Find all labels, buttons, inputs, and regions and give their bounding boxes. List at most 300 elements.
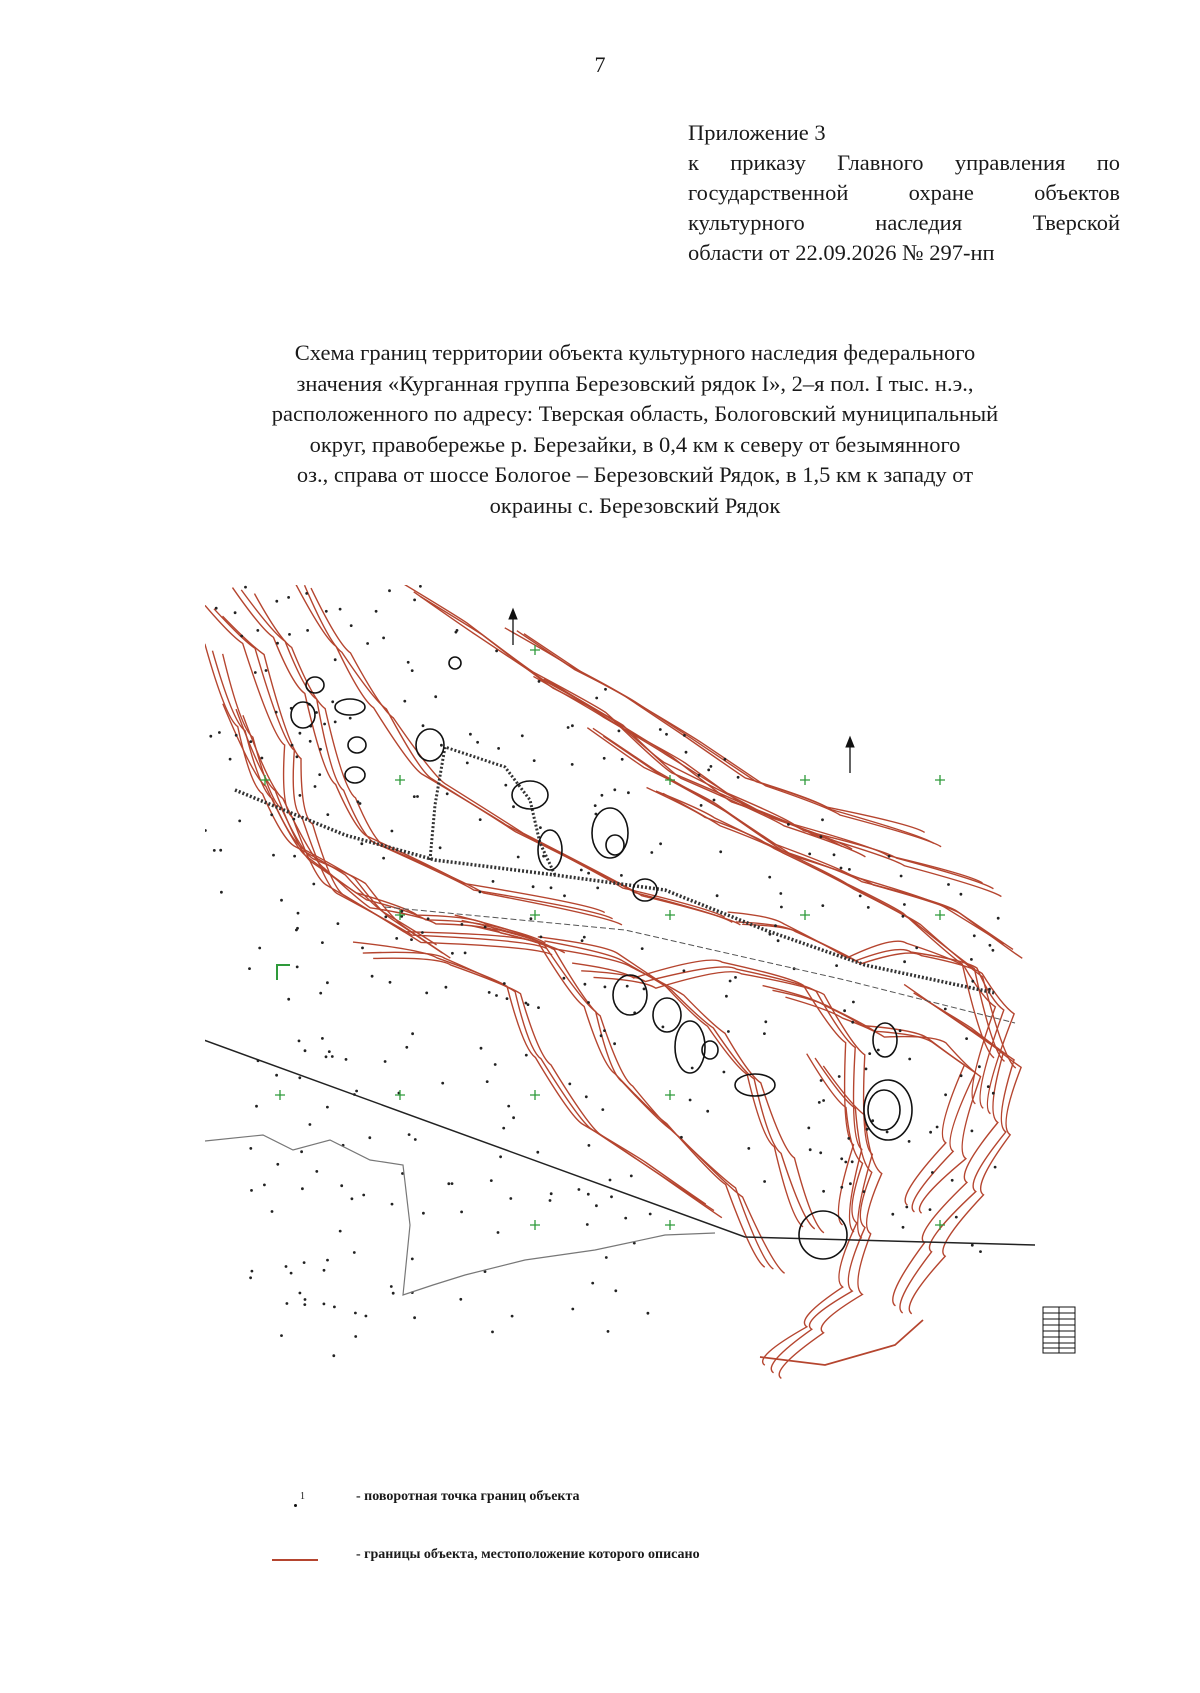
page-number: 7 bbox=[594, 52, 606, 77]
contour-line bbox=[205, 644, 437, 945]
survey-dot bbox=[725, 995, 728, 998]
survey-dot bbox=[716, 894, 719, 897]
survey-dot bbox=[550, 886, 553, 889]
survey-dot bbox=[641, 947, 644, 950]
survey-dot bbox=[971, 980, 974, 983]
contour-line bbox=[353, 942, 706, 1204]
survey-dot bbox=[840, 1157, 843, 1160]
survey-dot bbox=[643, 988, 646, 991]
survey-dot bbox=[384, 1060, 387, 1063]
contour-line bbox=[505, 628, 925, 833]
contour-line bbox=[656, 791, 1005, 1061]
title-line: округ, правобережье р. Березайки, в 0,4 км к северу от безымянного bbox=[309, 431, 961, 457]
survey-dot bbox=[537, 1006, 540, 1009]
survey-dot bbox=[587, 1193, 590, 1196]
grid-cross-icon bbox=[935, 1220, 945, 1230]
survey-dot bbox=[492, 880, 495, 883]
survey-dot bbox=[821, 904, 824, 907]
survey-dot bbox=[218, 731, 221, 734]
survey-dot bbox=[447, 1182, 450, 1185]
contour-line bbox=[455, 915, 765, 1267]
survey-dot bbox=[700, 804, 703, 807]
survey-dot bbox=[425, 992, 428, 995]
survey-dot bbox=[371, 975, 374, 978]
contour-line bbox=[223, 616, 553, 955]
survey-dot bbox=[265, 669, 268, 672]
survey-dot bbox=[303, 1261, 306, 1264]
survey-dot bbox=[992, 949, 995, 952]
survey-dot bbox=[571, 1308, 574, 1311]
survey-dot bbox=[944, 1008, 947, 1011]
appendix-line: к приказу Главного управления по bbox=[688, 150, 1120, 175]
survey-dot bbox=[549, 1199, 552, 1202]
survey-dot bbox=[244, 586, 247, 589]
survey-dot bbox=[903, 960, 906, 963]
survey-dot bbox=[502, 1127, 505, 1130]
survey-dot bbox=[384, 916, 387, 919]
survey-dot bbox=[298, 1076, 301, 1079]
survey-dot bbox=[960, 1074, 963, 1077]
survey-dot bbox=[621, 758, 624, 761]
survey-dot bbox=[777, 939, 780, 942]
survey-dot bbox=[422, 724, 425, 727]
contour-line bbox=[772, 990, 975, 1212]
survey-dot bbox=[536, 1151, 539, 1154]
survey-dot bbox=[723, 1071, 726, 1074]
survey-dot bbox=[395, 937, 398, 940]
survey-dot bbox=[607, 1330, 610, 1333]
survey-dot bbox=[413, 795, 416, 798]
survey-dot bbox=[532, 885, 535, 888]
survey-dot bbox=[665, 733, 668, 736]
survey-dot bbox=[929, 1131, 932, 1134]
field-boundary bbox=[205, 1135, 715, 1295]
survey-dot bbox=[591, 1282, 594, 1285]
survey-dot bbox=[312, 883, 315, 886]
title-line: значения «Курганная группа Березовский рядок I», 2–я пол. I тыс. н.э., bbox=[296, 370, 974, 396]
survey-dot bbox=[461, 923, 464, 926]
survey-dot bbox=[261, 757, 264, 760]
contour-line bbox=[420, 596, 865, 856]
survey-dot bbox=[973, 934, 976, 937]
survey-dot bbox=[563, 894, 566, 897]
survey-dot bbox=[706, 1110, 709, 1113]
survey-dot bbox=[737, 776, 740, 779]
survey-dot bbox=[525, 1054, 528, 1057]
survey-dot bbox=[325, 610, 328, 613]
survey-dot bbox=[469, 733, 472, 736]
appendix-line: области от 22.09.2026 № 297-нп bbox=[688, 240, 995, 265]
survey-dot bbox=[540, 936, 543, 939]
survey-dot bbox=[250, 1189, 253, 1192]
survey-dot bbox=[419, 585, 422, 588]
survey-dot bbox=[908, 1058, 911, 1061]
survey-dot bbox=[951, 1179, 954, 1182]
survey-dot bbox=[220, 891, 223, 894]
survey-dot bbox=[413, 599, 416, 602]
survey-dot bbox=[318, 773, 321, 776]
survey-dot bbox=[326, 1259, 329, 1262]
survey-dot bbox=[351, 1197, 354, 1200]
survey-dot bbox=[835, 964, 838, 967]
survey-dot bbox=[440, 744, 443, 747]
survey-dot bbox=[503, 982, 506, 985]
appendix-block bbox=[688, 118, 1120, 268]
contour-line bbox=[223, 654, 451, 958]
survey-dot bbox=[626, 985, 629, 988]
survey-dot bbox=[405, 1046, 408, 1049]
survey-dot bbox=[486, 1080, 489, 1083]
survey-dot bbox=[479, 891, 482, 894]
survey-dot bbox=[249, 1276, 252, 1279]
survey-dot bbox=[820, 1079, 823, 1082]
survey-dot bbox=[867, 906, 870, 909]
grid-cross-icon bbox=[665, 1090, 675, 1100]
survey-dot bbox=[411, 669, 414, 672]
survey-dot bbox=[819, 1151, 822, 1154]
survey-dot bbox=[504, 784, 507, 787]
survey-dot bbox=[900, 875, 903, 878]
survey-dot bbox=[596, 887, 599, 890]
survey-dot bbox=[334, 721, 337, 724]
survey-dot bbox=[410, 938, 413, 941]
survey-dot bbox=[821, 818, 824, 821]
survey-dot bbox=[583, 936, 586, 939]
survey-dot bbox=[965, 1037, 968, 1040]
survey-dot bbox=[567, 726, 570, 729]
survey-dot bbox=[499, 1155, 502, 1158]
survey-dot bbox=[488, 991, 491, 994]
survey-dot bbox=[382, 857, 385, 860]
survey-dot bbox=[902, 915, 905, 918]
survey-dot bbox=[234, 611, 237, 614]
survey-dot bbox=[366, 642, 369, 645]
survey-dot bbox=[970, 958, 973, 961]
survey-dot bbox=[586, 1223, 589, 1226]
survey-dot bbox=[610, 1195, 613, 1198]
survey-dot bbox=[323, 723, 326, 726]
survey-dot bbox=[609, 1179, 612, 1182]
survey-dot bbox=[445, 986, 448, 989]
survey-dot bbox=[604, 688, 607, 691]
survey-dot bbox=[840, 867, 843, 870]
survey-dot bbox=[293, 855, 296, 858]
survey-dot bbox=[580, 869, 583, 872]
survey-dot bbox=[382, 637, 385, 640]
survey-dot bbox=[807, 1127, 810, 1130]
survey-dot bbox=[286, 1302, 289, 1305]
survey-dot bbox=[627, 791, 630, 794]
survey-dot bbox=[365, 1315, 368, 1318]
survey-dot bbox=[729, 980, 732, 983]
survey-dot bbox=[662, 1026, 665, 1029]
survey-dot bbox=[484, 926, 487, 929]
survey-dot bbox=[480, 1047, 483, 1050]
contour-line bbox=[403, 585, 842, 847]
survey-dot bbox=[304, 1049, 307, 1052]
survey-dot bbox=[713, 799, 716, 802]
survey-dot bbox=[603, 1029, 606, 1032]
survey-dot bbox=[947, 883, 950, 886]
survey-dot bbox=[530, 917, 533, 920]
survey-dot bbox=[808, 853, 811, 856]
survey-dot bbox=[915, 946, 918, 949]
survey-dot bbox=[822, 1099, 825, 1102]
grid-cross-icon bbox=[665, 1220, 675, 1230]
survey-dot bbox=[249, 1147, 252, 1150]
legend-label: - границы объекта, местоположение которого описано bbox=[356, 1547, 700, 1562]
survey-dot bbox=[647, 1312, 650, 1315]
survey-dot bbox=[460, 1211, 463, 1214]
survey-dot bbox=[280, 899, 283, 902]
survey-dot bbox=[258, 947, 261, 950]
survey-dot bbox=[997, 917, 1000, 920]
survey-dot bbox=[309, 740, 312, 743]
survey-dot bbox=[550, 1192, 553, 1195]
title-line: Схема границ территории объекта культурного наследия федерального bbox=[294, 340, 976, 365]
survey-dot bbox=[476, 741, 479, 744]
survey-dot bbox=[292, 818, 295, 821]
survey-dot bbox=[600, 1034, 603, 1037]
survey-dot bbox=[512, 805, 515, 808]
grid-cross-icon bbox=[395, 1090, 405, 1100]
survey-dot bbox=[994, 1166, 997, 1169]
survey-dot bbox=[319, 992, 322, 995]
survey-dot bbox=[844, 1161, 847, 1164]
survey-dot bbox=[659, 728, 662, 731]
grid-cross-icon bbox=[395, 910, 405, 920]
grid-cross-icon bbox=[935, 910, 945, 920]
survey-dot bbox=[680, 1136, 683, 1139]
grid-cross-icon bbox=[530, 1220, 540, 1230]
survey-dot bbox=[571, 724, 574, 727]
survey-dot bbox=[446, 792, 449, 795]
survey-dot bbox=[459, 1298, 462, 1301]
survey-dot bbox=[691, 1067, 694, 1070]
survey-dot bbox=[779, 892, 782, 895]
survey-dot bbox=[309, 1123, 312, 1126]
survey-dot bbox=[240, 635, 243, 638]
survey-dot bbox=[205, 829, 207, 832]
survey-dot bbox=[276, 1163, 279, 1166]
survey-dot bbox=[497, 1231, 500, 1234]
survey-dot bbox=[618, 730, 621, 733]
survey-dot bbox=[978, 1065, 981, 1068]
survey-dot bbox=[774, 924, 777, 927]
survey-dot bbox=[843, 1009, 846, 1012]
survey-dot bbox=[238, 820, 241, 823]
survey-dot bbox=[391, 1203, 394, 1206]
survey-dot bbox=[931, 1171, 934, 1174]
survey-dot bbox=[285, 1265, 288, 1268]
survey-dot bbox=[851, 1160, 854, 1163]
survey-dot bbox=[851, 1021, 854, 1024]
boundary-swatch bbox=[272, 1559, 318, 1561]
survey-dot bbox=[339, 608, 342, 611]
survey-dot bbox=[323, 1269, 326, 1272]
survey-dot bbox=[276, 642, 279, 645]
survey-dot bbox=[388, 589, 391, 592]
contour-line bbox=[647, 788, 995, 1058]
survey-dot bbox=[333, 1306, 336, 1309]
survey-dot bbox=[434, 695, 437, 698]
survey-dot bbox=[314, 785, 317, 788]
survey-dot bbox=[605, 1256, 608, 1259]
contour-line bbox=[909, 999, 1021, 1314]
grid-cross-icon bbox=[800, 775, 810, 785]
survey-dot bbox=[275, 1074, 278, 1077]
survey-dot bbox=[263, 1184, 266, 1187]
survey-dot bbox=[360, 842, 363, 845]
survey-dot bbox=[971, 1244, 974, 1247]
survey-dot bbox=[868, 1052, 871, 1055]
survey-dot bbox=[955, 1216, 958, 1219]
survey-dot bbox=[354, 1312, 357, 1315]
survey-dot bbox=[989, 944, 992, 947]
survey-dot bbox=[849, 1182, 852, 1185]
survey-dot bbox=[847, 1137, 850, 1140]
survey-dot bbox=[707, 769, 710, 772]
survey-dot bbox=[427, 917, 430, 920]
survey-dot bbox=[328, 1050, 331, 1053]
survey-dot bbox=[354, 1335, 357, 1338]
survey-dot bbox=[229, 758, 232, 761]
point-dot bbox=[294, 1504, 297, 1507]
survey-dot bbox=[235, 734, 238, 737]
survey-dot bbox=[451, 952, 454, 955]
survey-dot bbox=[613, 1042, 616, 1045]
survey-dot bbox=[698, 774, 701, 777]
survey-dot bbox=[254, 671, 257, 674]
survey-dot bbox=[865, 1068, 868, 1071]
survey-dot bbox=[288, 633, 291, 636]
object-boundary bbox=[760, 1320, 923, 1365]
survey-dot bbox=[321, 941, 324, 944]
survey-dot bbox=[290, 1272, 293, 1275]
legend-item-turning-point bbox=[270, 1485, 970, 1515]
contour-line bbox=[736, 922, 1004, 1108]
survey-dot bbox=[768, 876, 771, 879]
survey-dot bbox=[321, 1037, 324, 1040]
survey-dot bbox=[538, 680, 541, 683]
survey-dot bbox=[495, 994, 498, 997]
grid-cross-icon bbox=[395, 775, 405, 785]
survey-dot bbox=[734, 976, 737, 979]
survey-dot bbox=[979, 1250, 982, 1253]
survey-dot bbox=[902, 1226, 905, 1229]
contour-line bbox=[533, 676, 982, 883]
contour-line bbox=[538, 937, 803, 1227]
survey-dot bbox=[494, 1063, 497, 1066]
survey-dot bbox=[299, 794, 302, 797]
survey-dot bbox=[421, 931, 424, 934]
survey-dot bbox=[280, 1334, 283, 1337]
survey-dot bbox=[368, 1136, 371, 1139]
survey-dot bbox=[960, 893, 963, 896]
survey-dot bbox=[389, 981, 392, 984]
survey-dot bbox=[287, 998, 290, 1001]
survey-dot bbox=[710, 765, 713, 768]
survey-dot bbox=[903, 903, 906, 906]
survey-dot bbox=[464, 952, 467, 955]
survey-dot bbox=[219, 849, 222, 852]
survey-dot bbox=[249, 740, 252, 743]
contour-line bbox=[587, 728, 1003, 944]
survey-dot bbox=[877, 1049, 880, 1052]
survey-dot bbox=[326, 813, 329, 816]
survey-dot bbox=[357, 800, 360, 803]
survey-dot bbox=[833, 853, 836, 856]
survey-dot bbox=[809, 1148, 812, 1151]
survey-dot bbox=[305, 592, 308, 595]
survey-dot bbox=[297, 912, 300, 915]
boundary-map bbox=[205, 585, 1085, 1420]
survey-dot bbox=[614, 1289, 617, 1292]
survey-dot bbox=[517, 856, 520, 859]
turning-point-icon bbox=[270, 1489, 318, 1513]
survey-dot bbox=[820, 835, 823, 838]
survey-dot bbox=[323, 1303, 326, 1306]
survey-dot bbox=[588, 1144, 591, 1147]
survey-dot bbox=[451, 1182, 454, 1185]
survey-dot bbox=[929, 1208, 932, 1211]
survey-dot bbox=[304, 1298, 307, 1301]
contour-line bbox=[212, 651, 442, 954]
survey-dot bbox=[456, 629, 459, 632]
survey-dot bbox=[407, 661, 410, 664]
contour-line bbox=[462, 920, 774, 1269]
survey-dot bbox=[441, 1082, 444, 1085]
survey-dot bbox=[613, 788, 616, 791]
survey-dot bbox=[361, 947, 364, 950]
appendix-line: культурного наследия Тверской bbox=[688, 210, 1120, 235]
survey-dot bbox=[719, 850, 722, 853]
survey-dot bbox=[727, 1030, 730, 1033]
contour-line bbox=[593, 728, 1013, 949]
survey-dot bbox=[497, 747, 500, 750]
survey-dot bbox=[315, 1170, 318, 1173]
survey-dot bbox=[209, 735, 212, 738]
survey-dot bbox=[339, 1230, 342, 1233]
survey-dot bbox=[571, 763, 574, 766]
survey-dot bbox=[764, 1020, 767, 1023]
survey-dot bbox=[689, 1099, 692, 1102]
survey-dot bbox=[326, 1106, 329, 1109]
survey-dot bbox=[306, 629, 309, 632]
survey-dot bbox=[987, 1085, 990, 1088]
survey-dot bbox=[604, 986, 607, 989]
survey-dot bbox=[331, 700, 334, 703]
survey-dot bbox=[296, 966, 299, 969]
survey-dot bbox=[780, 906, 783, 909]
survey-dot bbox=[411, 1032, 414, 1035]
survey-dot bbox=[936, 1126, 939, 1129]
appendix-line: государственной охране объектов bbox=[688, 180, 1120, 205]
point-number: 1 bbox=[300, 1491, 305, 1502]
survey-dot bbox=[414, 1138, 417, 1141]
survey-dot bbox=[852, 1001, 855, 1004]
survey-dot bbox=[271, 1210, 274, 1213]
survey-dot bbox=[291, 744, 294, 747]
corner-mark bbox=[277, 965, 290, 980]
survey-dot bbox=[326, 981, 329, 984]
contour-line bbox=[363, 952, 714, 1210]
survey-dot bbox=[595, 697, 598, 700]
contour-line bbox=[311, 588, 740, 925]
survey-dot bbox=[345, 1058, 348, 1061]
survey-dot bbox=[296, 927, 299, 930]
survey-dot bbox=[337, 922, 340, 925]
